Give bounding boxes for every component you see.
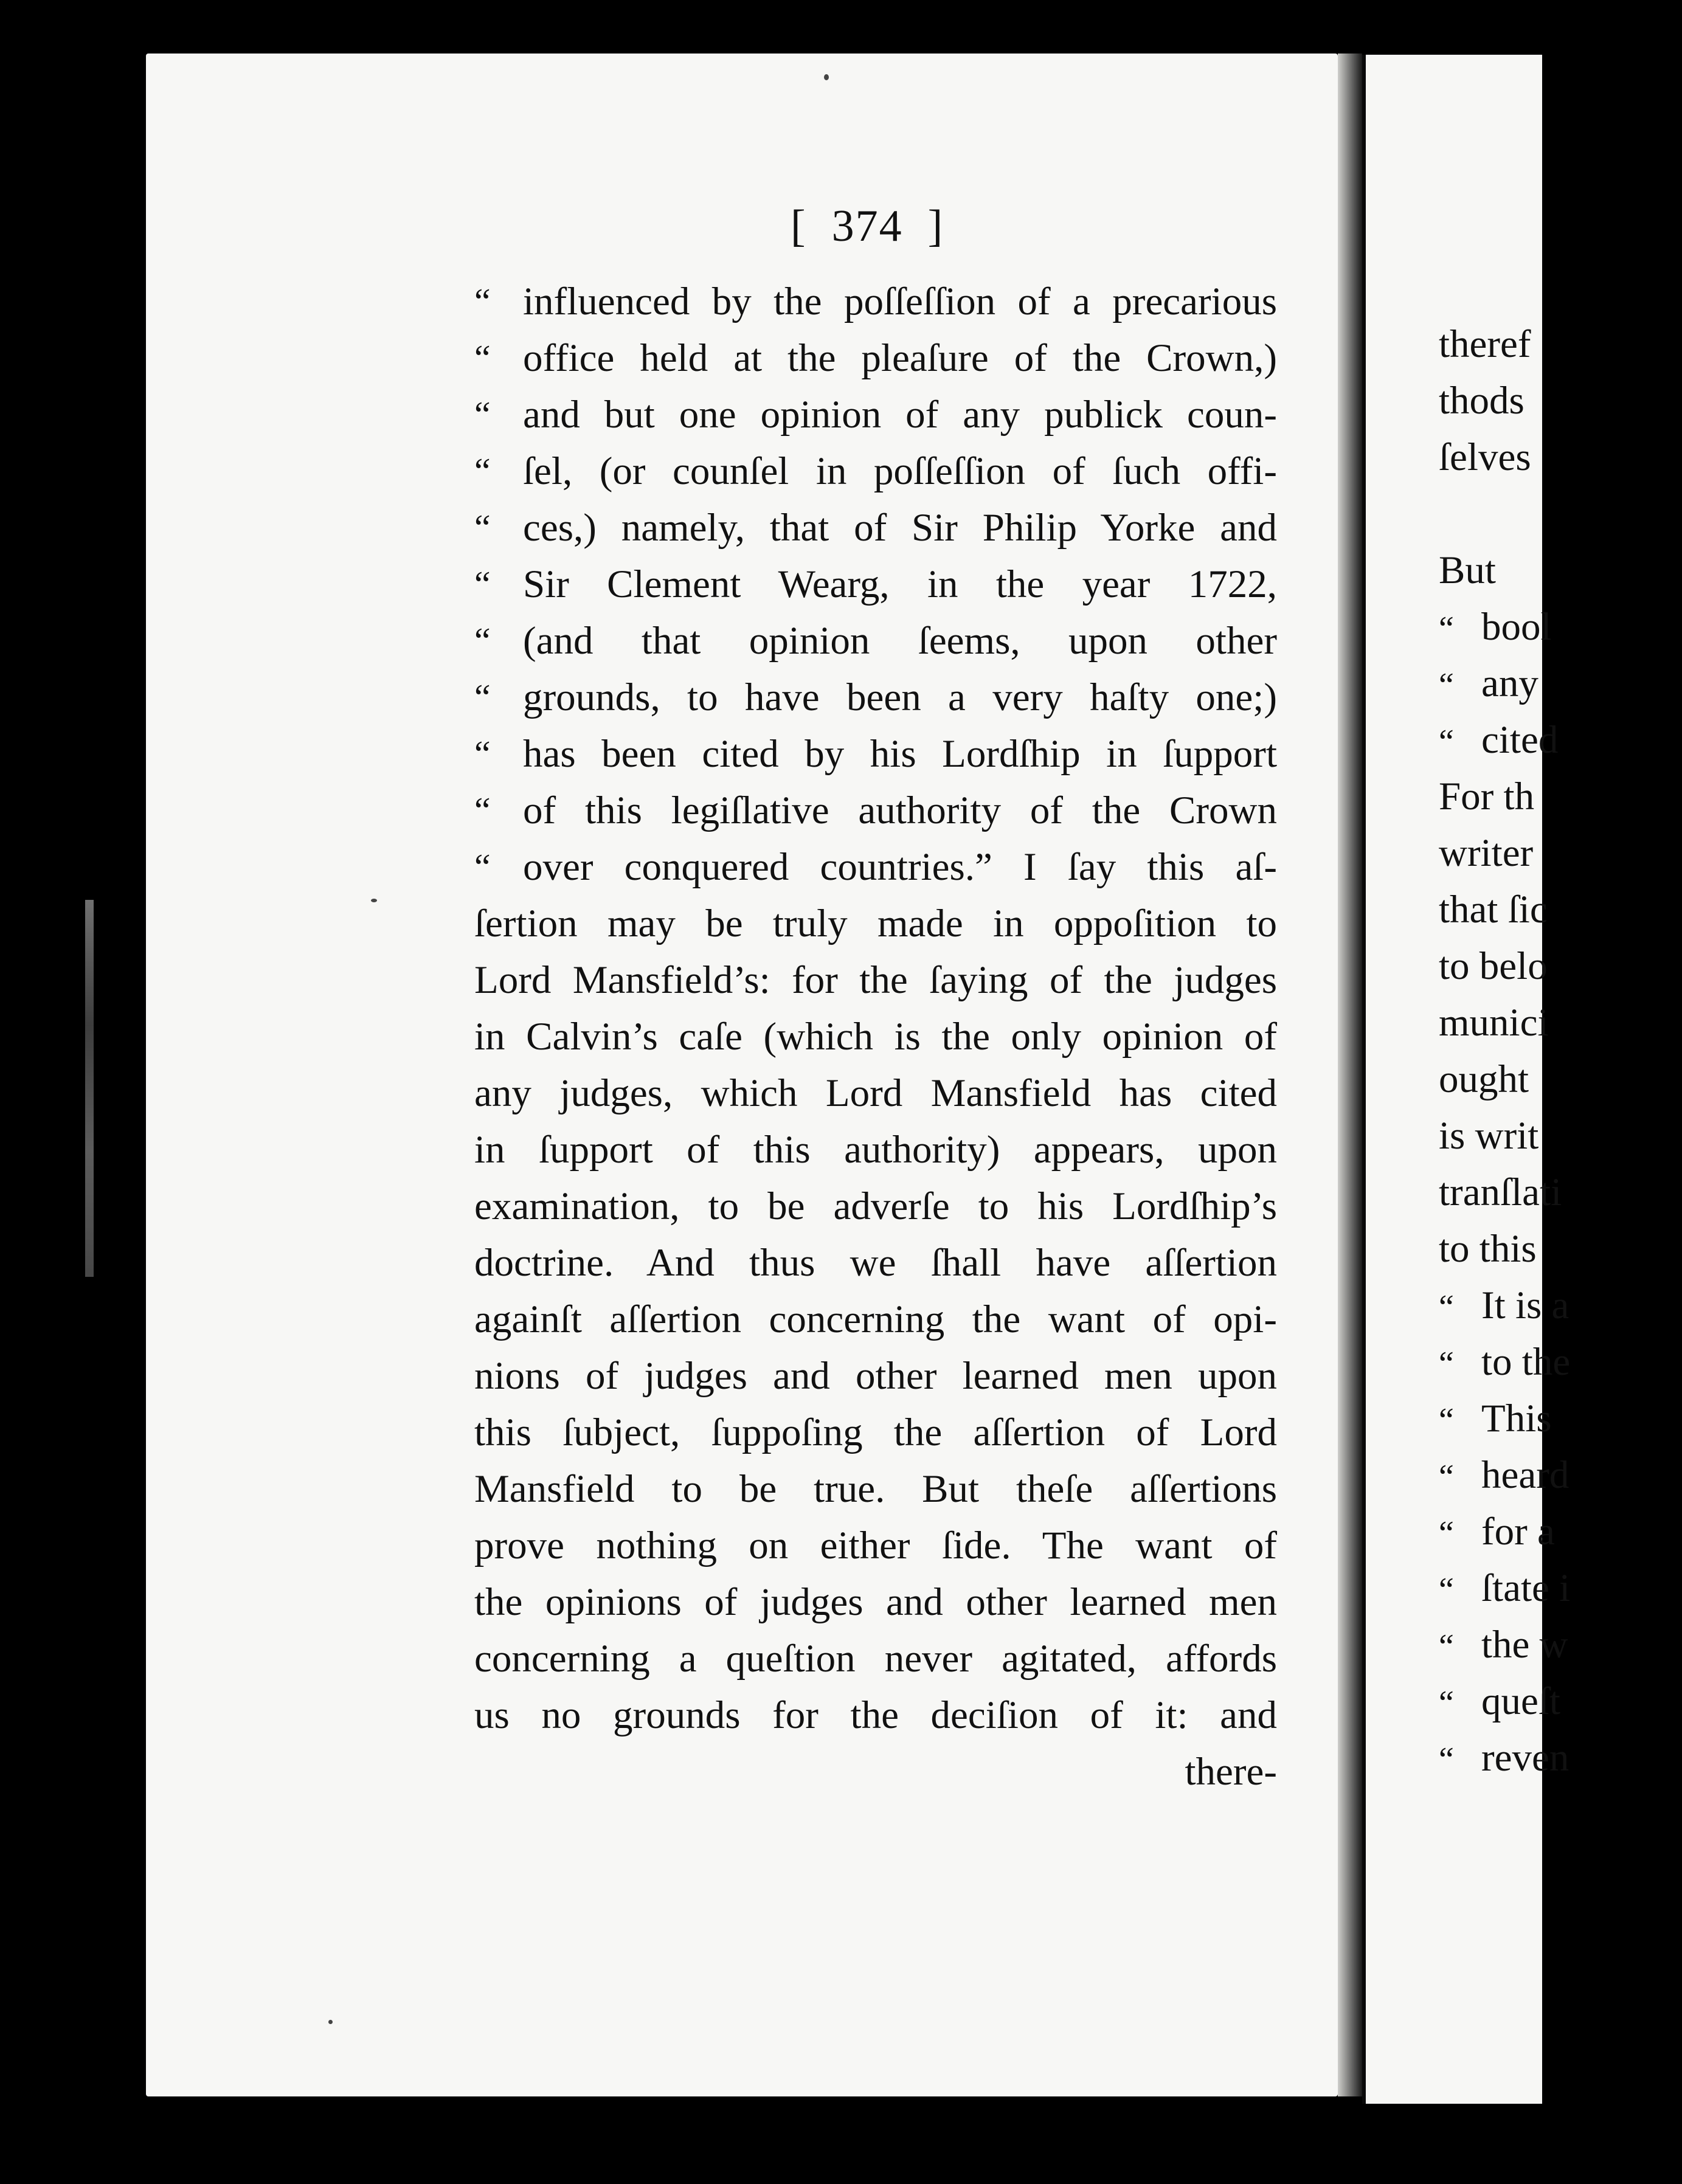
facing-page [1362,55,1571,2104]
text-line [474,1687,1277,1744]
quote-mark: “ [1439,1628,1454,1665]
facing-line-text: This [1481,1397,1552,1440]
facing-text-line [1439,1221,1682,1277]
text-line [474,1518,1277,1574]
facing-text-line [1439,882,1682,938]
facing-text-line [1439,1560,1682,1617]
line-text: and but one opinion of any publick coun- [523,393,1277,437]
text-line [474,952,1277,1009]
facing-line-text: ſtate i [1481,1566,1571,1610]
facing-text-line [1439,1108,1682,1164]
quote-mark: “ [474,790,491,831]
text-line [474,1405,1277,1461]
line-text: concerning a queſtion never agitated, affords [474,1637,1277,1681]
quote-mark: “ [474,564,491,604]
speck [328,2020,333,2024]
facing-text-line [1439,995,1682,1051]
line-text: nions of judges and other learned men upon [474,1354,1277,1398]
line-text: in Calvin’s caſe (which is the only opinion of [474,1015,1277,1059]
text-line [474,1574,1277,1631]
facing-line-text: tranſlati [1439,1170,1562,1214]
text-line [474,726,1277,783]
facing-line-text: munici [1439,1001,1549,1045]
text-line [474,1122,1277,1178]
quote-mark: “ [474,621,491,661]
text-line [474,274,1277,330]
line-text: influenced by the poſſeſſion of a precarious [523,280,1277,323]
facing-text-line [1439,1730,1682,1786]
text-line [474,613,1277,669]
text-line [474,896,1277,952]
quote-mark: “ [1439,1288,1454,1326]
quote-mark: “ [474,847,491,887]
facing-text-line [1439,316,1682,373]
text-line [474,1631,1277,1687]
quote-mark: “ [1439,1741,1454,1778]
facing-line-text: for a [1481,1510,1555,1553]
facing-line-text: to this [1439,1227,1537,1271]
facing-line-text: thods [1439,379,1525,423]
facing-text-line [1439,1617,1682,1673]
text-line [474,387,1277,443]
quote-mark: “ [1439,723,1454,761]
page-edge-mark [85,900,94,1277]
facing-text-line [1439,1391,1682,1447]
speck [824,74,829,80]
quote-mark: “ [1439,1401,1454,1439]
facing-text-line [1439,825,1682,882]
quote-mark: “ [474,677,491,717]
text-line [474,556,1277,613]
facing-text-line [1439,429,1682,486]
facing-page-text [1439,316,1682,1786]
text-line [474,839,1277,896]
facing-text-line [1439,938,1682,995]
facing-text-line [1439,542,1682,599]
facing-text-line [1439,655,1682,712]
line-text: this ſubject, ſuppoſing the aſſertion of Lord [474,1411,1277,1454]
line-text: the opinions of judges and other learned men [474,1580,1277,1624]
facing-line-text: reven [1481,1736,1570,1780]
facing-line-text: queſt [1481,1679,1560,1723]
catchword-text: there- [1185,1750,1277,1794]
quote-mark: “ [474,338,491,378]
text-line [474,1291,1277,1348]
text-line [474,1235,1277,1291]
facing-text-line [1439,373,1682,429]
quote-mark: “ [474,508,491,548]
line-text: over conquered countries.” I ſay this aſ- [523,845,1277,889]
catchword [474,1744,1277,1800]
line-text: ſel, (or counſel in poſſeſſion of ſuch offi- [523,449,1277,493]
line-text: has been cited by his Lordſhip in ſupport [523,732,1277,776]
quote-mark: “ [1439,1571,1454,1609]
facing-line-text: writer [1439,831,1534,875]
line-text: any judges, which Lord Mansfield has cited [474,1071,1277,1115]
line-text: doctrine. And thus we ſhall have aſſertion [474,1241,1277,1285]
line-text: grounds, to have been a very haſty one;) [523,676,1277,719]
facing-line-text: ought [1439,1057,1529,1101]
line-text: againſt aſſertion concerning the want of opi- [474,1298,1277,1341]
text-line [474,500,1277,556]
quote-mark: “ [1439,610,1454,648]
line-text: ces,) namely, that of Sir Philip Yorke and [523,506,1277,550]
facing-text-line [1439,1447,1682,1504]
facing-text-line [1439,1277,1682,1334]
facing-text-line [1439,1504,1682,1560]
text-line [474,669,1277,726]
line-text: Lord Mansfield’s: for the ſaying of the judges [474,958,1277,1002]
text-line [474,443,1277,500]
line-text: Mansfield to be true. But theſe aſſertions [474,1467,1277,1511]
quote-mark: “ [474,451,491,491]
facing-line-text: to the [1481,1340,1571,1384]
facing-line-text: that ſic [1439,888,1548,931]
line-text: examination, to be adverſe to his Lordſhip’s [474,1184,1277,1228]
text-line [474,1009,1277,1065]
facing-text-line [1439,599,1682,655]
quote-mark: “ [1439,666,1454,704]
text-line [474,1178,1277,1235]
facing-line-text: is writ [1439,1114,1539,1158]
facing-line-text: the w [1481,1623,1568,1667]
speck [371,899,377,902]
quote-mark: “ [474,282,491,322]
text-line [474,783,1277,839]
facing-line-text: For th [1439,775,1535,818]
facing-line-text: theref [1439,322,1531,366]
page-number: [ 374 ] [791,201,944,251]
quote-mark: “ [1439,1345,1454,1383]
facing-text-line [1439,1673,1682,1730]
facing-text-line [1439,712,1682,769]
line-text: in ſupport of this authority) appears, upon [474,1128,1277,1172]
text-line [474,1348,1277,1405]
facing-text-line [1439,486,1682,542]
facing-line-text: ſelves [1439,435,1531,479]
quote-mark: “ [1439,1515,1454,1552]
facing-line-text: heard [1481,1453,1570,1497]
quote-mark: “ [474,395,491,435]
facing-line-text: cited [1481,718,1559,762]
quote-mark: “ [474,734,491,774]
text-line [474,1065,1277,1122]
line-text: prove nothing on either ſide. The want of [474,1524,1277,1567]
facing-line-text: any [1481,662,1538,705]
facing-line-text: It is a [1481,1284,1570,1327]
line-text: Sir Clement Wearg, in the year 1722, [523,562,1277,606]
text-line [474,330,1277,387]
facing-line-text: bool [1481,605,1552,649]
line-text: us no grounds for the deciſion of it: and [474,1693,1277,1737]
book-gutter [1338,54,1362,2096]
line-text: of this legiſlative authority of the Crown [523,789,1277,832]
facing-text-line [1439,769,1682,825]
line-text: office held at the pleaſure of the Crown,) [523,336,1277,380]
facing-text-line [1439,1051,1682,1108]
facing-line-text: But [1439,548,1496,592]
body-text [474,274,1277,1800]
text-line [474,1461,1277,1518]
line-text: ſertion may be truly made in oppoſition to [474,902,1277,945]
facing-text-line [1439,1334,1682,1391]
quote-mark: “ [1439,1684,1454,1722]
facing-text-line [1439,1164,1682,1221]
facing-line-text: to belo [1439,944,1548,988]
line-text: (and that opinion ſeems, upon other [523,619,1277,663]
quote-mark: “ [1439,1458,1454,1496]
